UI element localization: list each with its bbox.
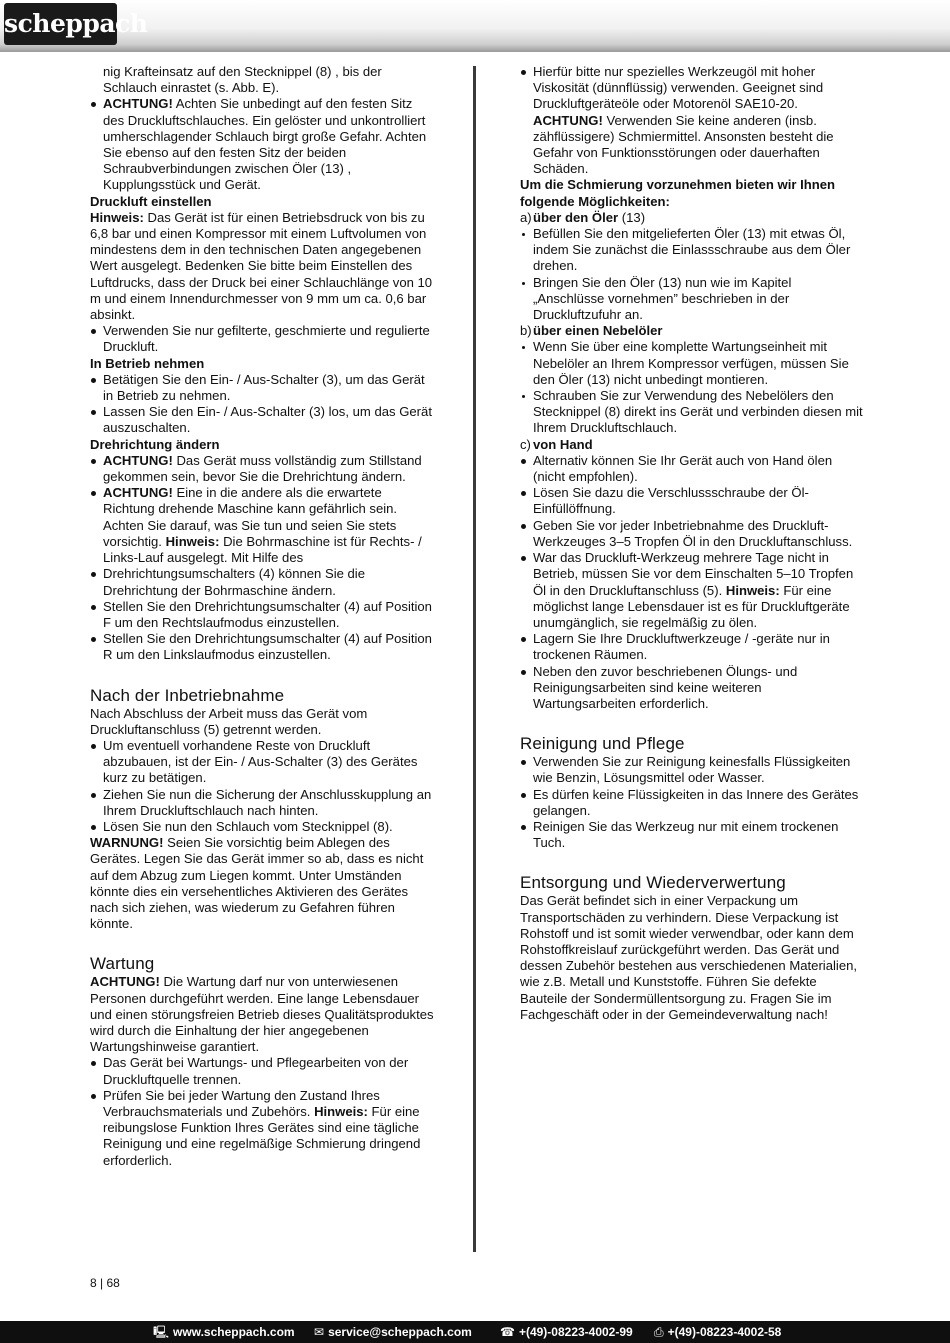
list-item: Das Gerät bei Wartungs- und Pflegearbeiten von der Druckluftquelle trennen. — [90, 1055, 435, 1087]
list-item: Lassen Sie den Ein- / Aus-Schalter (3) los, um das Gerät auszuschalten. — [90, 404, 435, 436]
list-item: Bringen Sie den Öler (13) nun wie im Kapitel „Anschlüsse vornehmen” beschrieben in der Druckluftzufuhr an. — [520, 275, 865, 324]
hose-warning-list — [90, 96, 435, 193]
section-heading-wartung: Wartung — [90, 954, 155, 974]
list-item: Stellen Sie den Drehrichtungsumschalter (4) auf Position R um den Linkslaufmodus einzustellen. — [90, 631, 435, 663]
header-bar — [0, 0, 950, 52]
option-c-list — [520, 453, 865, 712]
column-divider — [473, 66, 476, 1252]
paragraph: Hinweis: Das Gerät ist für einen Betriebsdruck von bis zu 6,8 bar und einen Kompressor mit einem Luftvolumen von mindestens dem in den technischen Daten angegebenen Wert ausgelegt. Bedenken Sie bitte beim Einstellen des Luftdrucks, dass der Druck bei einer Schlauchlänge von 10 m und einem Innendurchmesser von 9 mm um ca. 0,6 bar absinkt. — [90, 209, 433, 323]
list-item: Stellen Sie den Drehrichtungsumschalter (4) auf Position F um den Rechtslaufmodus einzustellen. — [90, 599, 435, 631]
phone-icon: ☎ — [500, 1325, 515, 1339]
list-item: Befüllen Sie den mitgelieferten Öler (13) mit etwas Öl, indem Sie zunächst die Einlassschraube aus dem Öler drehen. — [520, 226, 865, 275]
list-item: Neben den zuvor beschriebenen Ölungs- und Reinigungsarbeiten sind keine weiteren Wartungsarbeiten erforderlich. — [520, 664, 865, 713]
reinigung-list — [520, 754, 865, 851]
list-item: Betätigen Sie den Ein- / Aus-Schalter (3), um das Gerät in Betrieb zu nehmen. — [90, 372, 435, 404]
section-heading-reinigung: Reinigung und Pflege — [520, 734, 685, 754]
paragraph: Nach Abschluss der Arbeit muss das Gerät vom Druckluftanschluss (5) getrennt werden. — [90, 705, 368, 737]
betrieb-list — [90, 372, 435, 437]
list-item: Verwenden Sie nur gefilterte, geschmierte und regulierte Druckluft. — [90, 323, 435, 355]
nach-list — [90, 738, 435, 835]
left-column — [90, 64, 435, 1169]
list-item: Verwenden Sie zur Reinigung keinesfalls Flüssigkeiten wie Benzin, Lösungsmittel oder Wasser. — [520, 754, 865, 786]
drehrichtung-list — [90, 453, 435, 664]
option-b: b) über einen Nebelöler — [520, 323, 663, 339]
footer-bar — [0, 1321, 950, 1343]
footer-email[interactable]: ✉ service@scheppach.com — [314, 1321, 472, 1343]
list-item: ACHTUNG! Das Gerät muss vollständig zum Stillstand gekommen sein, bevor Sie die Drehrichtung ändern. — [90, 453, 435, 485]
list-item: Drehrichtungsumschalters (4) können Sie die Drehrichtung der Bohrmaschine ändern. — [90, 566, 435, 598]
list-item: ACHTUNG! Achten Sie unbedingt auf den festen Sitz des Druckluftschlauches. Ein gelöster und unkontrolliert umherschlagender Schlauch birgt große Gefahr. Achten Sie ebenso auf den festen Sitz der beiden Schraubverbindungen zwischen Öler (13) , Kupplungsstück und Gerät. — [90, 96, 435, 193]
druckluft-list — [90, 323, 435, 355]
list-item: Wenn Sie über eine komplette Wartungseinheit mit Nebelöler an Ihrem Kompressor verfügen, müssen Sie den Öler (13) nicht unbedingt montieren. — [520, 339, 865, 388]
list-item: War das Druckluft-Werkzeug mehrere Tage nicht in Betrieb, müssen Sie vor dem Einschalten 5–10 Tropfen Öl in den Druckluftanschluss (5). Hinweis: Für eine möglichst lange Lebensdauer ist es für Druckluftgeräte unumgänglich, sie regelmäßig zu ölen. — [520, 550, 865, 631]
computer-icon: 🖳 — [153, 1325, 170, 1339]
list-item: Prüfen Sie bei jeder Wartung den Zustand Ihres Verbrauchsmaterials und Zubehörs. Hinweis: Für eine reibungslose Funktion Ihres Gerätes sind eine tägliche Reinigung und eine regelmäßige Schmierung dringend erforderlich. — [90, 1088, 435, 1169]
section-title-betrieb: In Betrieb nehmen — [90, 355, 205, 371]
list-item: Alternativ können Sie Ihr Gerät auch von Hand ölen (nicht empfohlen). — [520, 453, 865, 485]
section-heading-nach-inbetriebnahme: Nach der Inbetriebnahme — [90, 685, 285, 705]
right-column — [520, 64, 865, 1023]
list-item: Geben Sie vor jeder Inbetriebnahme des Druckluft- Werkzeuges 3–5 Tropfen Öl in den Druckluftanschluss. — [520, 518, 865, 550]
option-c: c) von Hand — [520, 436, 593, 452]
mail-icon: ✉ — [314, 1325, 325, 1339]
list-item: Lagern Sie Ihre Druckluftwerkzeuge / -geräte nur in trockenen Räumen. — [520, 631, 865, 663]
paragraph: ACHTUNG! Die Wartung darf nur von unterwiesenen Personen durchgeführt werden. Eine lange Lebensdauer und einen störungsfreien Betrieb dieses Qualitätsproduktes wird durch die Einhaltung der hier angegebenen Wartungshinweise garantiert. — [90, 974, 434, 1055]
list-item: Lösen Sie nun den Schlauch vom Stecknippel (8). — [90, 819, 435, 835]
oil-list — [520, 64, 865, 177]
list-item: ACHTUNG! Eine in die andere als die erwartete Richtung drehende Maschine kann gefährlich sein. Achten Sie darauf, was Sie tun und seien Sie stets vorsichtig. Hinweis: Die Bohrmaschine ist für Rechts- / Links-Lauf ausgelegt. Mit Hilfe des — [90, 485, 435, 566]
wartung-list — [90, 1055, 435, 1168]
page-number: 8 | 68 — [90, 1276, 120, 1290]
list-item: Hierfür bitte nur spezielles Werkzeugöl mit hoher Viskosität (dünnflüssig) verwenden. Geeignet sind Druckluftgeräteöle oder Motorenöl SAE10-20. ACHTUNG! Verwenden Sie keine anderen (insb. zähflüssigere) Schmiermittel. Ansonsten besteht die Gefahr von Funktionsstörungen oder dauerhaften Schäden. — [520, 64, 865, 177]
fax-icon: ⎙ — [654, 1325, 664, 1339]
option-a: a) über den Öler (13) — [520, 209, 646, 225]
intro-continuation: nig Krafteinsatz auf den Stecknippel (8) , bis der Schlauch einrastet (s. Abb. E). — [103, 64, 382, 96]
section-title-drehrichtung: Drehrichtung ändern — [90, 436, 220, 452]
section-heading-entsorgung: Entsorgung und Wiederverwertung — [520, 873, 786, 893]
list-item: Lösen Sie dazu die Verschlussschraube der Öl-Einfüllöffnung. — [520, 485, 865, 517]
list-item: Um eventuell vorhandene Reste von Druckluft abzubauen, ist der Ein- / Aus-Schalter (3) des Gerätes kurz zu betätigen. — [90, 738, 435, 787]
section-title-druckluft: Druckluft einstellen — [90, 193, 212, 209]
list-item: Ziehen Sie nun die Sicherung der Anschlusskupplung an Ihrem Druckluftschlauch nach hinten. — [90, 787, 435, 819]
section-title-schmierung: Um die Schmierung vorzunehmen bieten wir Ihnen folgende Möglichkeiten: — [520, 177, 836, 209]
option-a-list — [520, 226, 865, 323]
list-item: Es dürfen keine Flüssigkeiten in das Innere des Gerätes gelangen. — [520, 787, 865, 819]
warning-paragraph: WARNUNG! Seien Sie vorsichtig beim Ablegen des Gerätes. Legen Sie das Gerät immer so ab, dass es nicht auf dem Abzug zum Liegen kommt. Unter Umständen könnte dies ein versehentliches Aktivieren des Gerätes nach sich ziehen, was wiederum zu Gefahren führen könnte. — [90, 835, 424, 932]
footer-fax: ⎙ +(49)-08223-4002-58 — [654, 1321, 781, 1343]
option-b-list — [520, 339, 865, 436]
footer-phone: ☎ +(49)-08223-4002-99 — [500, 1321, 633, 1343]
paragraph: Das Gerät befindet sich in einer Verpackung um Transportschäden zu verhindern. Diese Verpackung ist Rohstoff und ist somit wieder verwendbar, oder kann dem Rohstoffkreislauf zurückgeführt werden. Das Gerät und dessen Zubehör bestehen aus verschiedenen Materialien, wie z.B. Metall und Kunststoffe. Führen Sie defekte Bauteile der Sondermüllentsorgung zu. Fragen Sie im Fachgeschäft oder in der Gemeindeverwaltung nach! — [520, 893, 858, 1022]
brand-logo: scheppach — [4, 3, 117, 45]
footer-website[interactable]: 🖳 www.scheppach.com — [153, 1321, 295, 1343]
list-item: Reinigen Sie das Werkzeug nur mit einem trockenen Tuch. — [520, 819, 865, 851]
list-item: Schrauben Sie zur Verwendung des Nebelölers den Stecknippel (8) direkt ins Gerät und verbinden diesen mit Ihrem Druckluftschlauch. — [520, 388, 865, 437]
